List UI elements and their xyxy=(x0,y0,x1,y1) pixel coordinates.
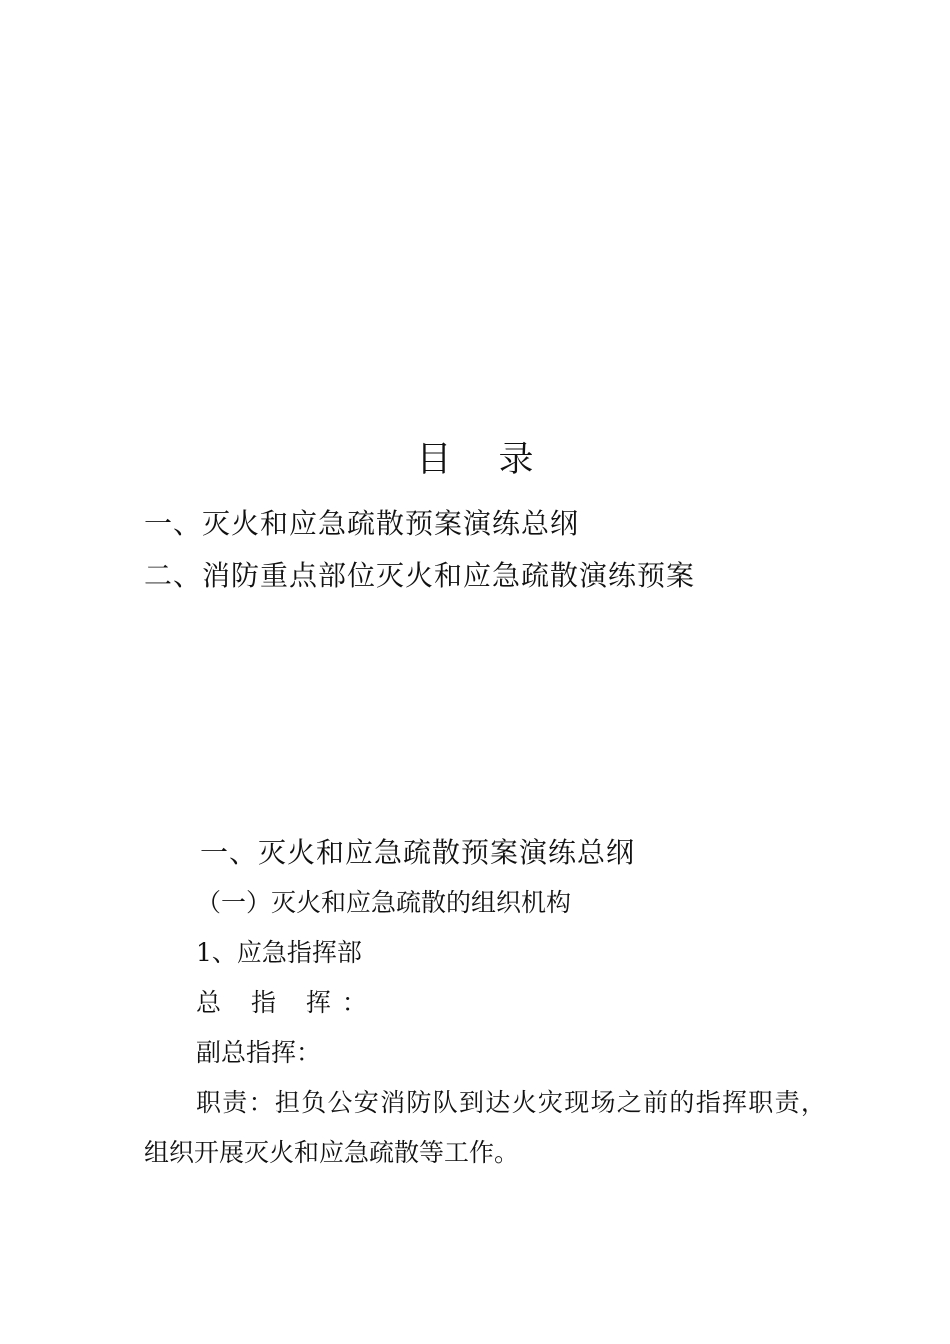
toc-item-general-outline: 一、灭火和应急疏散预案演练总纲 xyxy=(144,507,580,540)
duty-paragraph-line-1: 职责：担负公安消防队到达火灾现场之前的指挥职责， xyxy=(196,1088,828,1117)
item-heading-command-center: 1、应急指挥部 xyxy=(196,938,362,967)
duty-paragraph-line-2: 组织开展灭火和应急疏散等工作。 xyxy=(144,1138,520,1167)
section-heading: 一、灭火和应急疏散预案演练总纲 xyxy=(200,836,636,869)
commander-label: 总 指 挥： xyxy=(196,988,378,1017)
toc-title: 目 录 xyxy=(416,440,552,480)
deputy-commander-label: 副总指挥： xyxy=(196,1038,322,1067)
subsection-heading: （一）灭火和应急疏散的组织机构 xyxy=(196,888,572,917)
toc-item-key-area-plan: 二、消防重点部位灭火和应急疏散演练预案 xyxy=(144,559,696,592)
